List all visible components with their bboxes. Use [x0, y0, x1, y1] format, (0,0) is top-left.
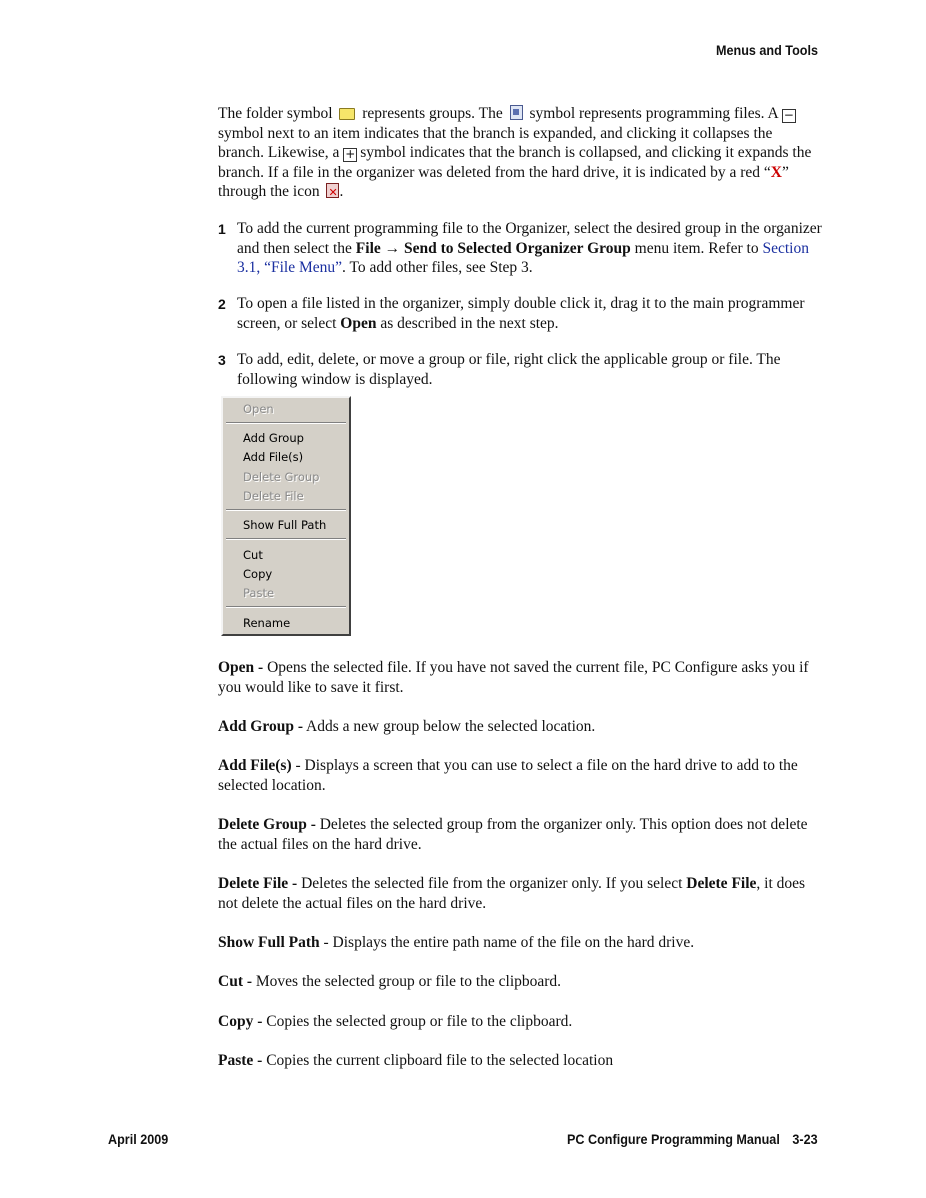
footer-date: April 2009	[108, 1131, 169, 1147]
step-number: 2	[218, 296, 226, 312]
menu-item-add-files[interactable]: Add File(s)	[243, 450, 304, 464]
menu-item-paste[interactable]: Paste	[243, 586, 275, 600]
menu-item-cut[interactable]: Cut	[243, 548, 263, 562]
menu-item-open[interactable]: Open	[243, 402, 274, 416]
definition-add-files: Add File(s) - Displays a screen that you can use to select a file on the hard drive to add to the selected location.	[218, 757, 798, 794]
menu-item-show-full-path[interactable]: Show Full Path	[243, 518, 327, 532]
step-1-text: To add the current programming file to the Organizer, select the desired group in the organizer and then select the File → Send to Selected Organizer Group menu item. Refer to Section 3.1, “File Menu”. To add other files, see Step 3.	[237, 220, 822, 277]
menu-item-delete-group[interactable]: Delete Group	[243, 470, 320, 484]
definition-delete-file: Delete File - Deletes the selected file from the organizer only. If you select Delete File, it does not delete the actual files on the hard drive.	[218, 875, 806, 912]
menu-separator	[226, 509, 346, 511]
menu-item-copy[interactable]: Copy	[243, 567, 273, 581]
manual-title: PC Configure Programming Manual	[567, 1131, 780, 1147]
menu-item-add-group[interactable]: Add Group	[243, 431, 304, 445]
footer-title	[567, 1131, 818, 1147]
definition-paste: Paste - Copies the current clipboard file to the selected location	[218, 1052, 614, 1069]
step-3-text: To add, edit, delete, or move a group or file, right click the applicable group or file. The following window is displayed.	[237, 351, 781, 388]
menu-separator	[226, 606, 346, 608]
red-x-mark: X	[770, 163, 782, 181]
step-2-text: To open a file listed in the organizer, simply double click it, drag it to the main programmer screen, or select Open as described in the next step.	[237, 295, 805, 332]
menu-separator	[226, 422, 346, 424]
running-header: Menus and Tools	[716, 42, 818, 58]
menu-item-delete-file[interactable]: Delete File	[243, 489, 304, 503]
definition-show-full-path: Show Full Path - Displays the entire path name of the file on the hard drive.	[218, 934, 695, 951]
organizer-context-menu	[221, 396, 351, 636]
definition-add-group: Add Group - Adds a new group below the selected location.	[218, 718, 596, 735]
definition-cut: Cut - Moves the selected group or file to the clipboard.	[218, 973, 562, 990]
definition-delete-group: Delete Group - Deletes the selected group from the organizer only. This option does not delete the actual files on the hard drive.	[218, 816, 808, 853]
deleted-file-icon	[326, 183, 339, 198]
intro-paragraph: The folder symbol represents groups. The symbol represents programming files. A −symbol next to an item indicates that the branch is expanded, and clicking it collapses the branch. Likewise, a + symbol indicates that the branch is collapsed, and clicking it expands the branch. If a file in the organizer was deleted from the hard drive, it is indicated by a red “X” through the icon ✕ .	[218, 104, 818, 202]
programming-file-icon	[510, 105, 523, 120]
menu-item-rename[interactable]: Rename	[243, 616, 291, 630]
definition-open: Open - Opens the selected file. If you have not saved the current file, PC Configure asks you if you would like to save it first.	[218, 659, 809, 696]
minus-box-icon: −	[783, 108, 794, 122]
section-3-1-link[interactable]: Section 3.1, “File Menu”	[237, 239, 809, 277]
definition-copy: Copy - Copies the selected group or file to the clipboard.	[218, 1013, 573, 1030]
page-number: 3-23	[792, 1131, 818, 1147]
step-number: 3	[218, 352, 226, 368]
menu-separator	[226, 538, 346, 540]
step-number: 1	[218, 221, 226, 237]
folder-icon	[339, 108, 355, 120]
plus-box-icon: +	[345, 147, 356, 162]
